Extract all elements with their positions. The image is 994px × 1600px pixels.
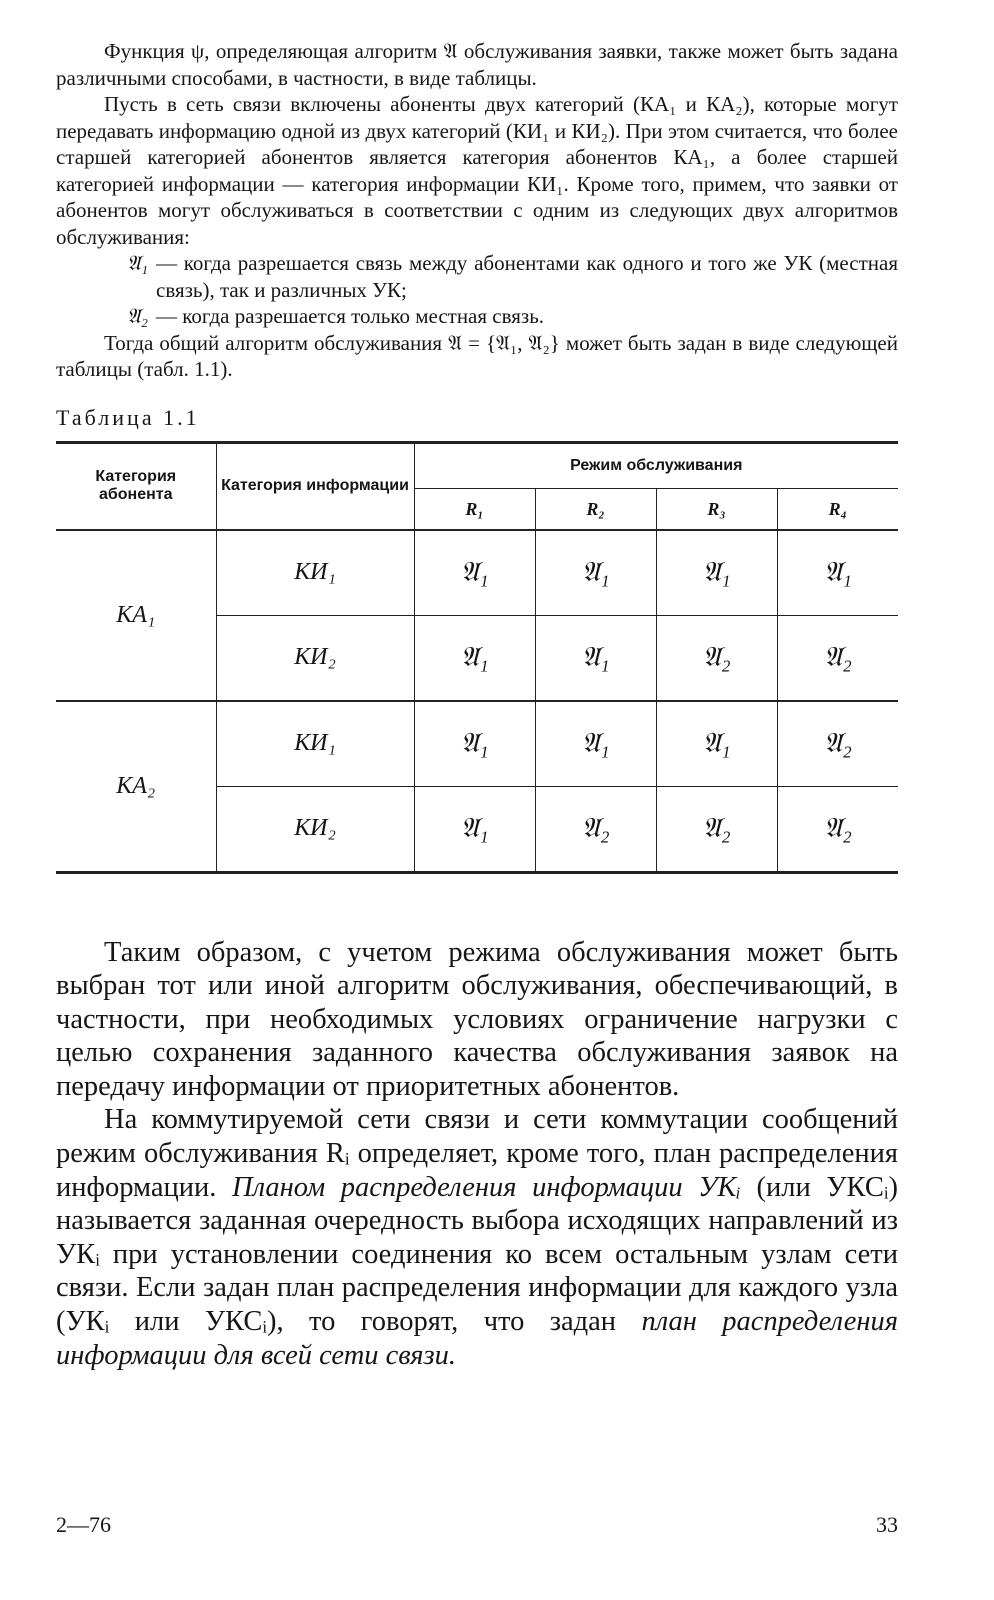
subscriber-category-cell: КА₂ — [56, 701, 216, 873]
algorithm-1-text: — когда разрешается связь между абонентами как одного и того же УК (местная связь), так и различных УК; — [156, 251, 898, 302]
algorithm-cell: 𝔄₂ — [777, 615, 898, 701]
header-subscriber-category: Категория абонента — [56, 442, 216, 530]
info-category-cell: КИ₂ — [216, 615, 414, 701]
page-content — [56, 38, 898, 1372]
info-category-cell: КИ₁ — [216, 530, 414, 616]
header-mode-r4: R₄ — [777, 488, 898, 530]
algorithm-1-symbol: 𝔄₁ — [126, 251, 148, 275]
distribution-plan-term: Планом распределения информации УКᵢ — [232, 1171, 741, 1203]
algorithm-cell: 𝔄₂ — [656, 615, 777, 701]
table-row — [56, 530, 898, 616]
algorithm-2-text: — когда разрешается только местная связь. — [156, 304, 545, 328]
algorithm-cell: 𝔄₁ — [535, 530, 656, 616]
algorithm-2-symbol: 𝔄₂ — [126, 304, 148, 328]
table-caption: Таблица 1.1 — [56, 404, 200, 430]
paragraph-distribution-plan — [56, 1103, 898, 1372]
page-footer — [56, 1512, 898, 1538]
definition-algorithm-2 — [56, 303, 898, 330]
paragraph-subscribers: Пусть в сеть связи включены абоненты двух категорий (КА₁ и КА₂), которые могут передавать информацию одной из двух категорий (КИ₁ и КИ₂). При этом считается, что более старшей категорией абонентов является категория абонентов КА₁, а более старшей категорией информации — категория информации КИ₁. Кроме того, примем, что заявки от абонентов могут обслуживаться в соответствии с одним из следующих двух алгоритмов обслуживания: — [56, 92, 898, 249]
algorithm-cell: 𝔄₁ — [414, 701, 535, 787]
page-number: 33 — [876, 1512, 898, 1537]
algorithm-cell: 𝔄₁ — [414, 530, 535, 616]
algorithm-cell: 𝔄₁ — [656, 530, 777, 616]
paragraph-conclusion: Таким образом, с учетом режима обслуживания может быть выбран тот или иной алгоритм обслуживания, обеспечивающий, в частности, при необходимых условиях ограничение нагрузки с целью сохранения заданного качества обслуживания заявок на передачу информации от приоритетных абонентов. — [56, 936, 898, 1102]
distribution-plan-text-c: (или УКСᵢ) называется заданная очередность выбора исходящих направлений из УКᵢ при установлении соединения ко всем остальным узлам сети связи. Если задан план распределения информации для каждого узла (УКᵢ или УКСᵢ), то говорят, что задан — [56, 1171, 898, 1338]
info-category-cell: КИ₁ — [216, 701, 414, 787]
algorithm-cell: 𝔄₁ — [656, 701, 777, 787]
algorithm-cell: 𝔄₁ — [414, 615, 535, 701]
printer-signature: 2—76 — [56, 1512, 111, 1537]
distribution-plan-text-a: На коммутируемой сети связи и сети коммутации сообщений режим обслуживания Rᵢ определяет, кроме того, план распределения информации. — [56, 1104, 898, 1203]
table-row — [56, 701, 898, 787]
algorithm-cell: 𝔄₁ — [535, 615, 656, 701]
header-mode-r2: R₂ — [535, 488, 656, 530]
header-mode-r3: R₃ — [656, 488, 777, 530]
definition-algorithm-1 — [56, 250, 898, 303]
algorithm-cell: 𝔄₁ — [414, 786, 535, 872]
algorithm-cell: 𝔄₂ — [656, 786, 777, 872]
paragraph-general-algorithm: Тогда общий алгоритм обслуживания 𝔄 = {𝔄₁, 𝔄₂} может быть задан в виде следующей таблицы (табл. 1.1). — [56, 330, 898, 381]
paragraph-function: Функция ψ, определяющая алгоритм 𝔄 обслуживания заявки, также может быть задана различными способами, в частности, в виде таблицы. — [56, 39, 898, 90]
subscriber-category-cell: КА₁ — [56, 530, 216, 701]
algorithm-cell: 𝔄₁ — [535, 701, 656, 787]
header-info-category: Категория информации — [216, 442, 414, 530]
header-service-mode: Режим обслуживания — [414, 442, 898, 488]
service-mode-table — [56, 441, 898, 874]
algorithm-cell: 𝔄₂ — [777, 701, 898, 787]
algorithm-cell: 𝔄₂ — [535, 786, 656, 872]
algorithm-cell: 𝔄₂ — [777, 786, 898, 872]
distribution-plan-network-term: план распределения информации для всей сети связи. — [56, 1306, 898, 1371]
header-mode-r1: R₁ — [414, 488, 535, 530]
algorithm-cell: 𝔄₁ — [777, 530, 898, 616]
info-category-cell: КИ₂ — [216, 786, 414, 872]
